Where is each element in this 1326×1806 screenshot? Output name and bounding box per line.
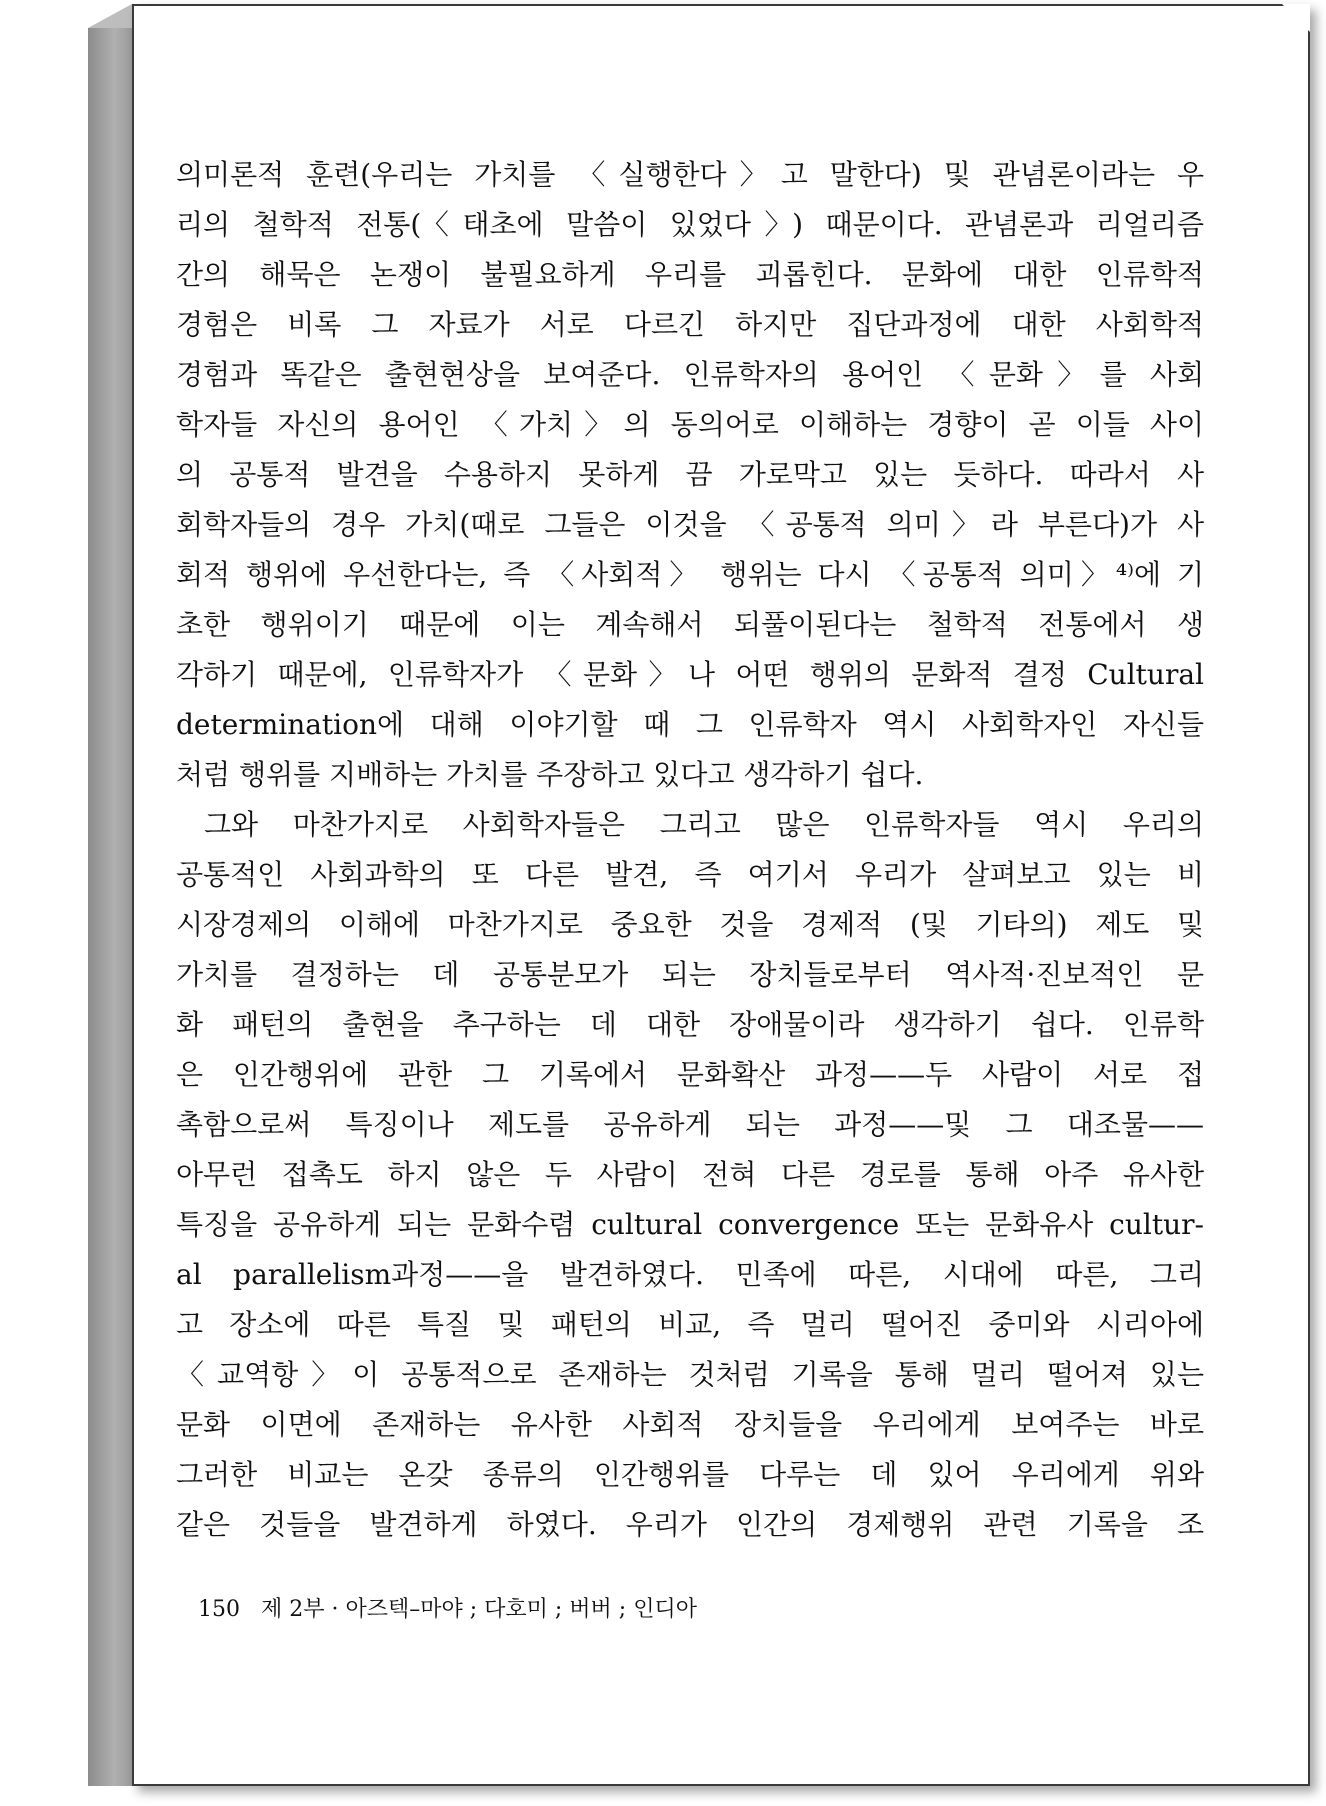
text-line: 같은 것들을 발견하게 하였다. 우리가 인간의 경제행위 관련 기록을 조 [176, 1508, 1204, 1541]
text-line: 학자들 자신의 용어인 〈가치〉의 동의어로 이해하는 경향이 곧 이들 사이 [176, 408, 1204, 441]
book-spine-top [88, 4, 132, 28]
text-line: 문화 이면에 존재하는 유사한 사회적 장치들을 우리에게 보여주는 바로 [176, 1408, 1204, 1441]
running-title: 제 2부 · 아즈텍–마야 ; 다호미 ; 버버 ; 인디아 [261, 1597, 697, 1622]
text-line: 공통적인 사회과학의 또 다른 발견, 즉 여기서 우리가 살펴보고 있는 비 [176, 858, 1204, 891]
text-line: 화 패턴의 출현을 추구하는 데 대한 장애물이라 생각하기 쉽다. 인류학 [176, 1008, 1204, 1041]
text-line: 특징을 공유하게 되는 문화수렴 cultural convergence 또는 문화유사 cultur- [176, 1208, 1204, 1241]
text-line: 은 인간행위에 관한 그 기록에서 문화확산 과정——두 사람이 서로 접 [176, 1058, 1204, 1091]
page-footer [198, 1592, 697, 1623]
text-line: 초한 행위이기 때문에 이는 계속해서 되풀이된다는 철학적 전통에서 생 [176, 608, 1204, 641]
text-line: 그러한 비교는 온갖 종류의 인간행위를 다루는 데 있어 우리에게 위와 [176, 1458, 1204, 1491]
text-line: 회학자들의 경우 가치(때로 그들은 이것을 〈공통적 의미〉라 부른다)가 사 [176, 508, 1204, 541]
page-number: 150 [198, 1597, 240, 1622]
text-line: 아무런 접촉도 하지 않은 두 사람이 전혀 다른 경로를 통해 아주 유사한 [176, 1158, 1204, 1191]
text-line: 회적 행위에 우선한다는, 즉 〈사회적〉 행위는 다시 〈공통적 의미〉⁴⁾에 기 [176, 558, 1204, 591]
text-line: 가치를 결정하는 데 공통분모가 되는 장치들로부터 역사적·진보적인 문 [176, 958, 1204, 991]
page-corner [1282, 4, 1310, 32]
book-spine-edge [88, 28, 132, 1786]
text-line: 리의 철학적 전통(〈태초에 말씀이 있었다〉) 때문이다. 관념론과 리얼리즘 [176, 208, 1204, 241]
text-line: 시장경제의 이해에 마찬가지로 중요한 것을 경제적 (및 기타의) 제도 및 [176, 908, 1204, 941]
text-line: 각하기 때문에, 인류학자가 〈문화〉나 어떤 행위의 문화적 결정 Cultural [176, 658, 1204, 691]
text-line: 의미론적 훈련(우리는 가치를 〈실행한다〉고 말한다) 및 관념론이라는 우 [176, 158, 1204, 191]
text-line: determination에 대해 이야기할 때 그 인류학자 역시 사회학자인 자신들 [176, 708, 1204, 741]
text-line: al parallelism과정——을 발견하였다. 민족에 따른, 시대에 따른, 그리 [176, 1258, 1204, 1291]
text-line: 간의 해묵은 논쟁이 불필요하게 우리를 괴롭힌다. 문화에 대한 인류학적 [176, 258, 1204, 291]
text-line: 경험은 비록 그 자료가 서로 다르긴 하지만 집단과정에 대한 사회학적 [176, 308, 1204, 341]
text-line: 의 공통적 발견을 수용하지 못하게 끔 가로막고 있는 듯하다. 따라서 사 [176, 458, 1204, 491]
text-line: 처럼 행위를 지배하는 가치를 주장하고 있다고 생각하기 쉽다. [176, 758, 924, 791]
text-line: 촉함으로써 특징이나 제도를 공유하게 되는 과정——및 그 대조물—— [176, 1108, 1204, 1141]
text-line: 그와 마찬가지로 사회학자들은 그리고 많은 인류학자들 역시 우리의 [204, 808, 1204, 841]
text-line: 경험과 똑같은 출현현상을 보여준다. 인류학자의 용어인 〈문화〉를 사회 [176, 358, 1204, 391]
body-text [176, 150, 1204, 1550]
text-line: 고 장소에 따른 특질 및 패턴의 비교, 즉 멀리 떨어진 중미와 시리아에 [176, 1308, 1204, 1341]
text-line: 〈교역항〉이 공통적으로 존재하는 것처럼 기록을 통해 멀리 떨어져 있는 [176, 1358, 1204, 1391]
